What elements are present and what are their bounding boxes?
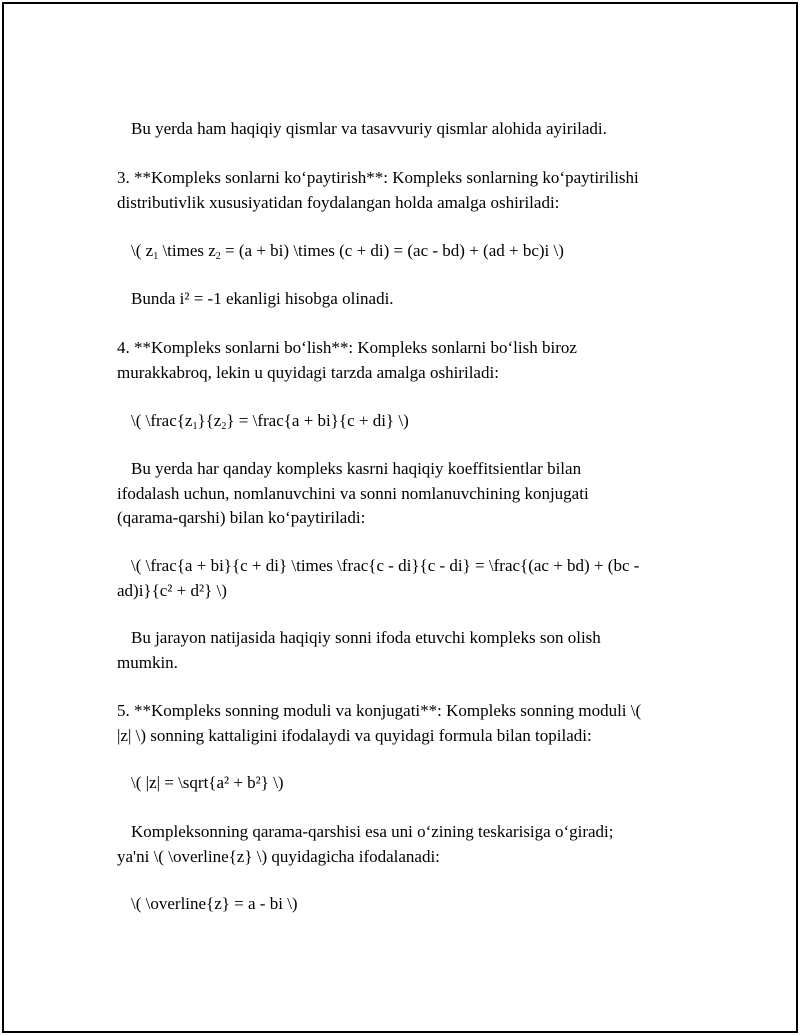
formula-multiplication	[117, 239, 692, 264]
text-line: distributivlik xususiyatidan foydalangan holda amalga oshiriladi:	[117, 192, 560, 212]
text-line: Bu yerda ham haqiqiy qismlar va tasavvuriy qismlar alohida ayiriladi.	[131, 119, 607, 138]
formula-line	[117, 239, 692, 264]
paragraph-division-heading	[117, 336, 692, 385]
formula-conjugate	[117, 892, 692, 917]
subscript: 1	[153, 251, 159, 262]
text-line: Kompleksonning qarama-qarshisi esa uni o‘zining teskarisiga o‘giradi;	[131, 822, 614, 841]
formula-part: \times z	[158, 241, 216, 260]
text-line: murakkabroq, lekin u quyidagi tarzda amalga oshiriladi:	[117, 362, 499, 382]
subscript: 1	[192, 421, 198, 432]
formula-part: = (a + bi) \times (c + di) = (ac - bd) + (ad + bc)i \)	[220, 241, 564, 260]
paragraph-subtraction-note	[117, 117, 692, 142]
paragraph-i-squared-note	[117, 287, 692, 312]
text-line: ifodalash uchun, nomlanuvchini va sonni nomlanuvchining konjugati	[117, 483, 589, 503]
formula-line: ad)i}{c² + d²} \)	[117, 580, 227, 600]
text-line: 4. **Kompleks sonlarni bo‘lish**: Kompleks sonlarni bo‘lish biroz	[117, 338, 577, 357]
text-line: Bu yerda har qanday kompleks kasrni haqiqiy koeffitsientlar bilan	[131, 459, 582, 478]
formula-division	[117, 409, 692, 434]
paragraph-result-note	[117, 626, 692, 675]
paragraph-modulus-heading	[117, 699, 692, 748]
text-line: Bu jarayon natijasida haqiqiy sonni ifoda etuvchi kompleks son olish	[131, 628, 601, 647]
formula-part: \( z	[131, 241, 154, 260]
paragraph-multiplication-heading	[117, 166, 692, 215]
formula-part: \( \frac{z	[131, 411, 193, 430]
subscript: 2	[215, 251, 221, 262]
formula-part: } = \frac{a + bi}{c + di} \)	[226, 411, 409, 430]
formula-line: \( \frac{a + bi}{c + di} \times \frac{c - di}{c - di} = \frac{(ac + bd) + (bc -	[131, 556, 640, 575]
paragraph-conjugate-multiplication	[117, 457, 692, 531]
formula-part: }{z	[197, 411, 222, 430]
formula-division-expanded	[117, 554, 692, 603]
subscript: 2	[221, 421, 227, 432]
text-line: 3. **Kompleks sonlarni ko‘paytirish**: Kompleks sonlarning ko‘paytirilishi	[117, 168, 639, 187]
text-line: 5. **Kompleks sonning moduli va konjugati**: Kompleks sonning moduli \(	[117, 701, 642, 720]
paragraph-conjugate-note	[117, 820, 692, 869]
formula-modulus	[117, 771, 692, 796]
formula-line: \( \overline{z} = a - bi \)	[131, 894, 298, 913]
text-line: (qarama-qarshi) bilan ko‘paytiriladi:	[117, 508, 366, 527]
text-line: Bunda i² = -1 ekanligi hisobga olinadi.	[131, 289, 394, 308]
formula-line: \( |z| = \sqrt{a² + b²} \)	[131, 773, 284, 792]
formula-line	[117, 409, 692, 434]
text-line: ya'ni \( \overline{z} \) quyidagicha ifodalanadi:	[117, 846, 440, 866]
text-line: |z| \) sonning kattaligini ifodalaydi va quyidagi formula bilan topiladi:	[117, 725, 592, 745]
text-line: mumkin.	[117, 652, 178, 672]
